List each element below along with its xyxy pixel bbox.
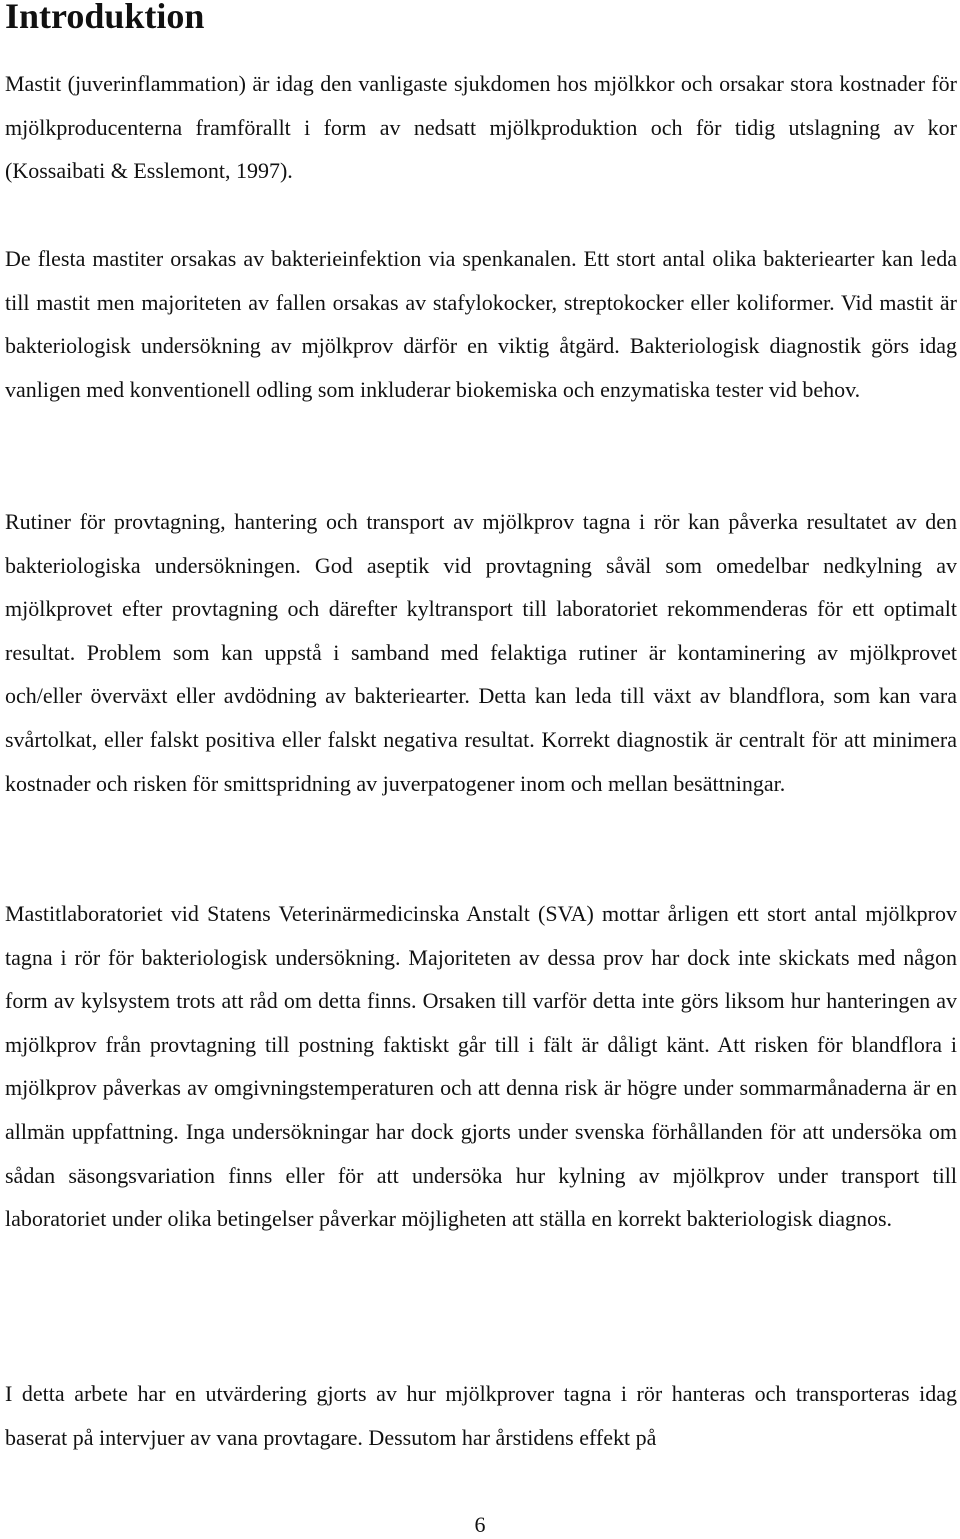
paragraph-causes: De flesta mastiter orsakas av bakterieinfektion via spenkanalen. Ett stort antal olika bakteriearter kan leda till mastit men majoriteten av fallen orsakas av stafylokocker, streptokocker eller koliformer. Vid mastit är bakteriologisk undersökning av mjölkprov därför en viktig åtgärd. Bakteriologisk diagnostik görs idag vanligen med konventionell odling som inkluderar biokemiska och enzymatiska tester vid behov. — [5, 246, 957, 402]
page-number: 6 — [474, 1512, 486, 1537]
paragraph-study-aim: I detta arbete har en utvärdering gjorts av hur mjölkprover tagna i rör hanteras och transporteras idag baserat på intervjuer av vana provtagare. Dessutom har årstidens effekt på — [5, 1381, 957, 1450]
paragraph-laboratory: Mastitlaboratoriet vid Statens Veterinärmedicinska Anstalt (SVA) mottar årligen ett stort antal mjölkprov tagna i rör för bakteriologisk undersökning. Majoriteten av dessa prov har dock inte skickats med någon form av kylsystem trots att råd om detta finns. Orsaken till varför detta inte görs liksom hur hanteringen av mjölkprov från provtagning till postning faktiskt går till i fält är dåligt känt. Att risken för blandflora i mjölkprov påverkas av omgivningstemperaturen och att denna risk är högre under sommarmånaderna är en allmän uppfattning. Inga undersökningar har dock gjorts under svenska förhållanden för att undersöka om sådan säsongsvariation finns eller för att undersöka hur kylning av mjölkprov under transport till laboratoriet under olika betingelser påverkar möjligheten att ställa en korrekt bakteriologisk diagnos. — [5, 901, 957, 1232]
paragraph-intro: Mastit (juverinflammation) är idag den vanligaste sjukdomen hos mjölkkor och orsakar stora kostnader för mjölkproducenterna framförallt i form av nedsatt mjölkproduktion och för tidig utslagning av kor (Kossaibati & Esslemont, 1997). — [5, 71, 957, 184]
section-heading: Introduktion — [5, 0, 205, 36]
paragraph-routines: Rutiner för provtagning, hantering och transport av mjölkprov tagna i rör kan påverka resultatet av den bakteriologiska undersökningen. God aseptik vid provtagning såväl som omedelbar nedkylning av mjölkprovet efter provtagning och därefter kyltransport till laboratoriet rekommenderas för ett optimalt resultat. Problem som kan uppstå i samband med felaktiga rutiner är kontaminering av mjölkprovet och/eller överväxt eller avdödning av bakteriearter. Detta kan leda till växt av blandflora, som kan vara svårtolkat, eller falskt positiva eller falskt negativa resultat. Korrekt diagnostik är centralt för att minimera kostnader och risken för smittspridning av juverpatogener inom och mellan besättningar. — [5, 509, 957, 796]
